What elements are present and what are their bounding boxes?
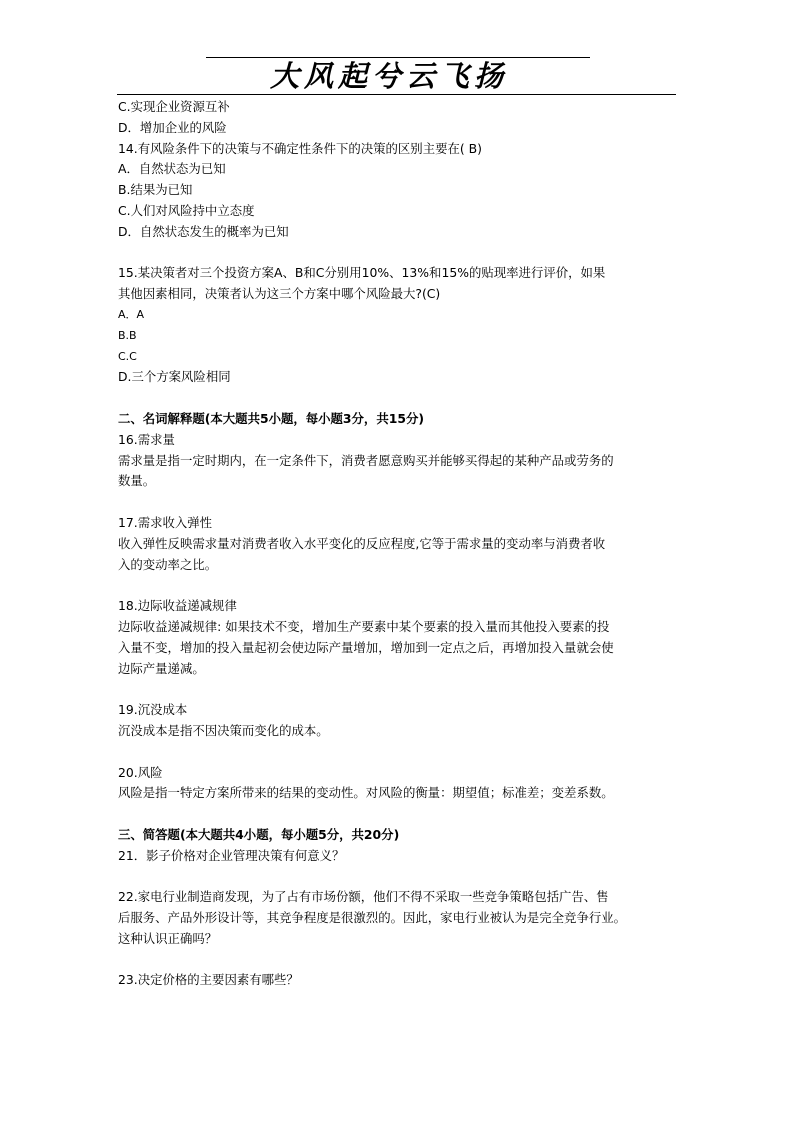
spacer bbox=[118, 950, 678, 971]
spacer bbox=[118, 388, 678, 409]
term-definition: 沉没成本是指不因决策而变化的成本。 bbox=[118, 722, 329, 738]
question-22-cont: 后服务、产品外形设计等，其竞争程度是很激烈的。因此，家电行业被认为是完全竞争行业。 bbox=[118, 910, 627, 926]
question-15: 15.某决策者对三个投资方案A、B和C分别用10%、13%和15%的贴现率进行评价，如果 bbox=[118, 265, 606, 281]
option-line: C.C bbox=[118, 349, 137, 363]
term-definition: 入量不变，增加的投入量起初会使边际产量增加，增加到一定点之后，再增加投入量就会使 bbox=[118, 639, 614, 655]
header-title: 大风起兮云飞扬 bbox=[270, 59, 509, 93]
term-definition: 收入弹性反映需求量对消费者收入水平变化的反应程度,它等于需求量的变动率与消费者收 bbox=[118, 535, 606, 551]
term-definition: 需求量是指一定时期内，在一定条件下，消费者愿意购买并能够买得起的某种产品或劳务的 bbox=[118, 452, 614, 468]
spacer bbox=[118, 804, 678, 825]
term-title: 18.边际收益递减规律 bbox=[118, 598, 237, 614]
option-line: D．自然状态发生的概率为已知 bbox=[118, 223, 289, 239]
header-bottom-rule bbox=[117, 94, 676, 95]
option-line: B.B bbox=[118, 328, 137, 342]
term-definition: 边际产量递减。 bbox=[118, 660, 205, 676]
term-definition: 边际收益递减规律: 如果技术不变，增加生产要素中某个要素的投入量而其他投入要素的投 bbox=[118, 618, 610, 634]
term-title: 19.沉没成本 bbox=[118, 702, 188, 718]
option-line: B.结果为已知 bbox=[118, 182, 193, 198]
option-line: D.三个方案风险相同 bbox=[118, 369, 231, 385]
section-heading-terms: 二、名词解释题(本大题共5小题，每小题3分，共15分) bbox=[118, 410, 425, 426]
option-line: A．自然状态为已知 bbox=[118, 161, 226, 177]
question-14: 14.有风险条件下的决策与不确定性条件下的决策的区别主要在( B) bbox=[118, 140, 482, 156]
spacer bbox=[118, 243, 678, 264]
term-title: 16.需求量 bbox=[118, 431, 175, 447]
term-definition: 数量。 bbox=[118, 473, 156, 489]
option-line: A．A bbox=[118, 307, 145, 321]
spacer bbox=[118, 866, 678, 887]
question-23: 23.决定价格的主要因素有哪些？ bbox=[118, 972, 299, 988]
spacer bbox=[118, 492, 678, 513]
question-21: 21．影子价格对企业管理决策有何意义？ bbox=[118, 847, 345, 863]
term-title: 17.需求收入弹性 bbox=[118, 514, 213, 530]
document-body bbox=[118, 97, 678, 991]
term-definition: 入的变动率之比。 bbox=[118, 556, 218, 572]
option-line: C.实现企业资源互补 bbox=[118, 99, 230, 114]
option-line: C.人们对风险持中立态度 bbox=[118, 202, 255, 218]
section-heading-short-answer: 三、简答题(本大题共4小题，每小题5分，共20分) bbox=[118, 826, 400, 842]
question-22-cont: 这种认识正确吗？ bbox=[118, 930, 218, 946]
spacer bbox=[118, 742, 678, 763]
spacer bbox=[118, 679, 678, 700]
option-line: D．增加企业的风险 bbox=[118, 119, 227, 135]
question-22: 22.家电行业制造商发现，为了占有市场份额，他们不得不采取一些竞争策略包括广告、售 bbox=[118, 889, 609, 905]
spacer bbox=[118, 575, 678, 596]
term-definition: 风险是指一特定方案所带来的结果的变动性。对风险的衡量：期望值；标准差；变差系数。 bbox=[118, 785, 614, 801]
question-15-cont: 其他因素相同，决策者认为这三个方案中哪个风险最大?(C) bbox=[118, 286, 441, 302]
term-title: 20.风险 bbox=[118, 764, 163, 780]
